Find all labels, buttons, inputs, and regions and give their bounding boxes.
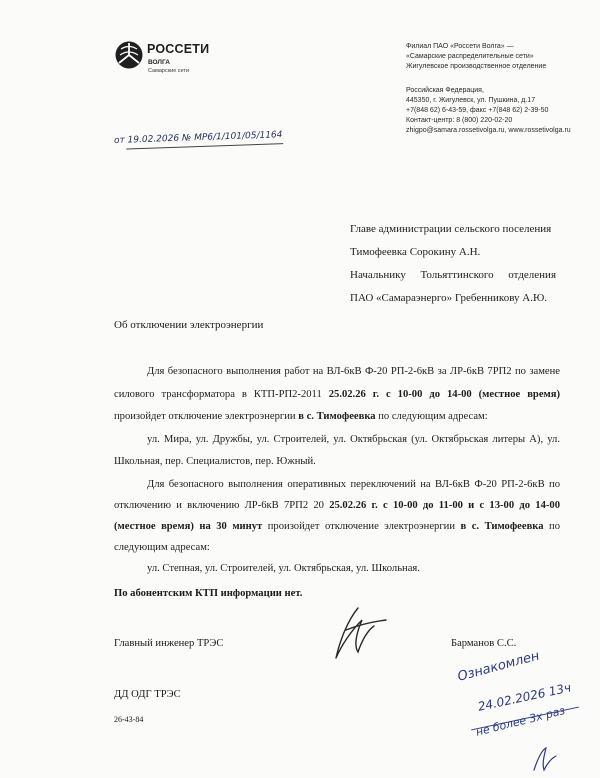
company-logo (114, 40, 224, 82)
logo-name: РОССЕТИ (147, 42, 210, 56)
outgoing-number-text: от 19.02.2026 № МР6/1/101/05/1164 (113, 130, 283, 146)
signer-position: Главный инженер ТРЭС (114, 638, 224, 649)
rosseti-emblem-icon (114, 40, 144, 70)
logo-subtitle: ВОЛГА (148, 59, 170, 66)
addressee-line: ПАО «Самараэнерго» Гребенникову А.Ю. (350, 292, 548, 304)
paragraph-3: Для безопасного выполнения оперативных переключений на ВЛ-6кВ Ф-20 РП-2-6кВ по отключению и включению ЛР-6кВ 7РП2 20 25.02.26 г. с 10-00 до 11-00 и с 13-00 до 14-00 (местное время) на 30 минут произойдет отключение электроэнергии в с. Тимофеевка по следующим адресам: (114, 478, 561, 553)
addressee-block (350, 218, 556, 310)
logo-region: Самарские сети (148, 68, 190, 74)
letter-body (114, 361, 560, 580)
letter-subject: Об отключении электроэнергии (114, 319, 264, 331)
handwritten-signature (318, 600, 398, 670)
addressee-line: Тимофеевка Сорокину А.Н. (350, 246, 481, 258)
handwritten-note: не более 3х раз (474, 704, 567, 739)
handwritten-acknowledged: Ознакомлен (456, 648, 542, 685)
addressee-line: Главе администрации сельского поселения (350, 223, 552, 235)
header-line: Жигулевское производственное отделение (406, 63, 547, 70)
sender-header (406, 42, 571, 136)
executor-phone: 26-43-84 (114, 715, 144, 724)
address-line: 445350, г. Жигулевск, ул. Пушкина, д.17 (406, 97, 536, 104)
outgoing-number (114, 130, 283, 146)
paragraph-1: Для безопасного выполнения работ на ВЛ-6кВ Ф-20 РП-2-6кВ за ЛР-6кВ 7РП2 по замене силового трансформатора в КТП-РП2-2011 25.02.26 г. с 10-00 до 14-00 (местное время) произойдет отключение электроэнергии в с. Тимофеевка по следующим адресам: (114, 366, 560, 422)
executor-dept: ДД ОДГ ТРЭС (114, 689, 181, 700)
no-info-note: По абонентским КТП информации нет. (114, 588, 303, 599)
header-line: Филиал ПАО «Россети Волга» — (406, 43, 514, 50)
paragraph-4: ул. Степная, ул. Строителей, ул. Октябрьская, ул. Школьная. (147, 562, 420, 574)
address-line: Контакт-центр: 8 (800) 220-02-20 (406, 117, 513, 124)
addressee-line: Начальнику Тольяттинского отделения (350, 269, 556, 281)
address-line: +7(848 62) 6-43-59, факс +7(848 62) 2-39-50 (406, 107, 549, 114)
signer-name: Барманов С.С. (451, 638, 517, 649)
email-website: zhigpo@samara.rossetivolga.ru, www.rossetivolga.ru (406, 127, 571, 134)
handwritten-date: 24.02.2026 13ч (476, 680, 573, 714)
paragraph-2: ул. Мира, ул. Дружбы, ул. Строителей, ул. Октябрьская (ул. Октябрьская литеры А), ул. Школьная, пер. Специалистов, пер. Южный. (114, 433, 560, 467)
handwritten-initials (530, 744, 560, 774)
address-line: Российская Федерация, (406, 87, 484, 94)
header-line: «Самарские распределительные сети» (406, 53, 534, 60)
